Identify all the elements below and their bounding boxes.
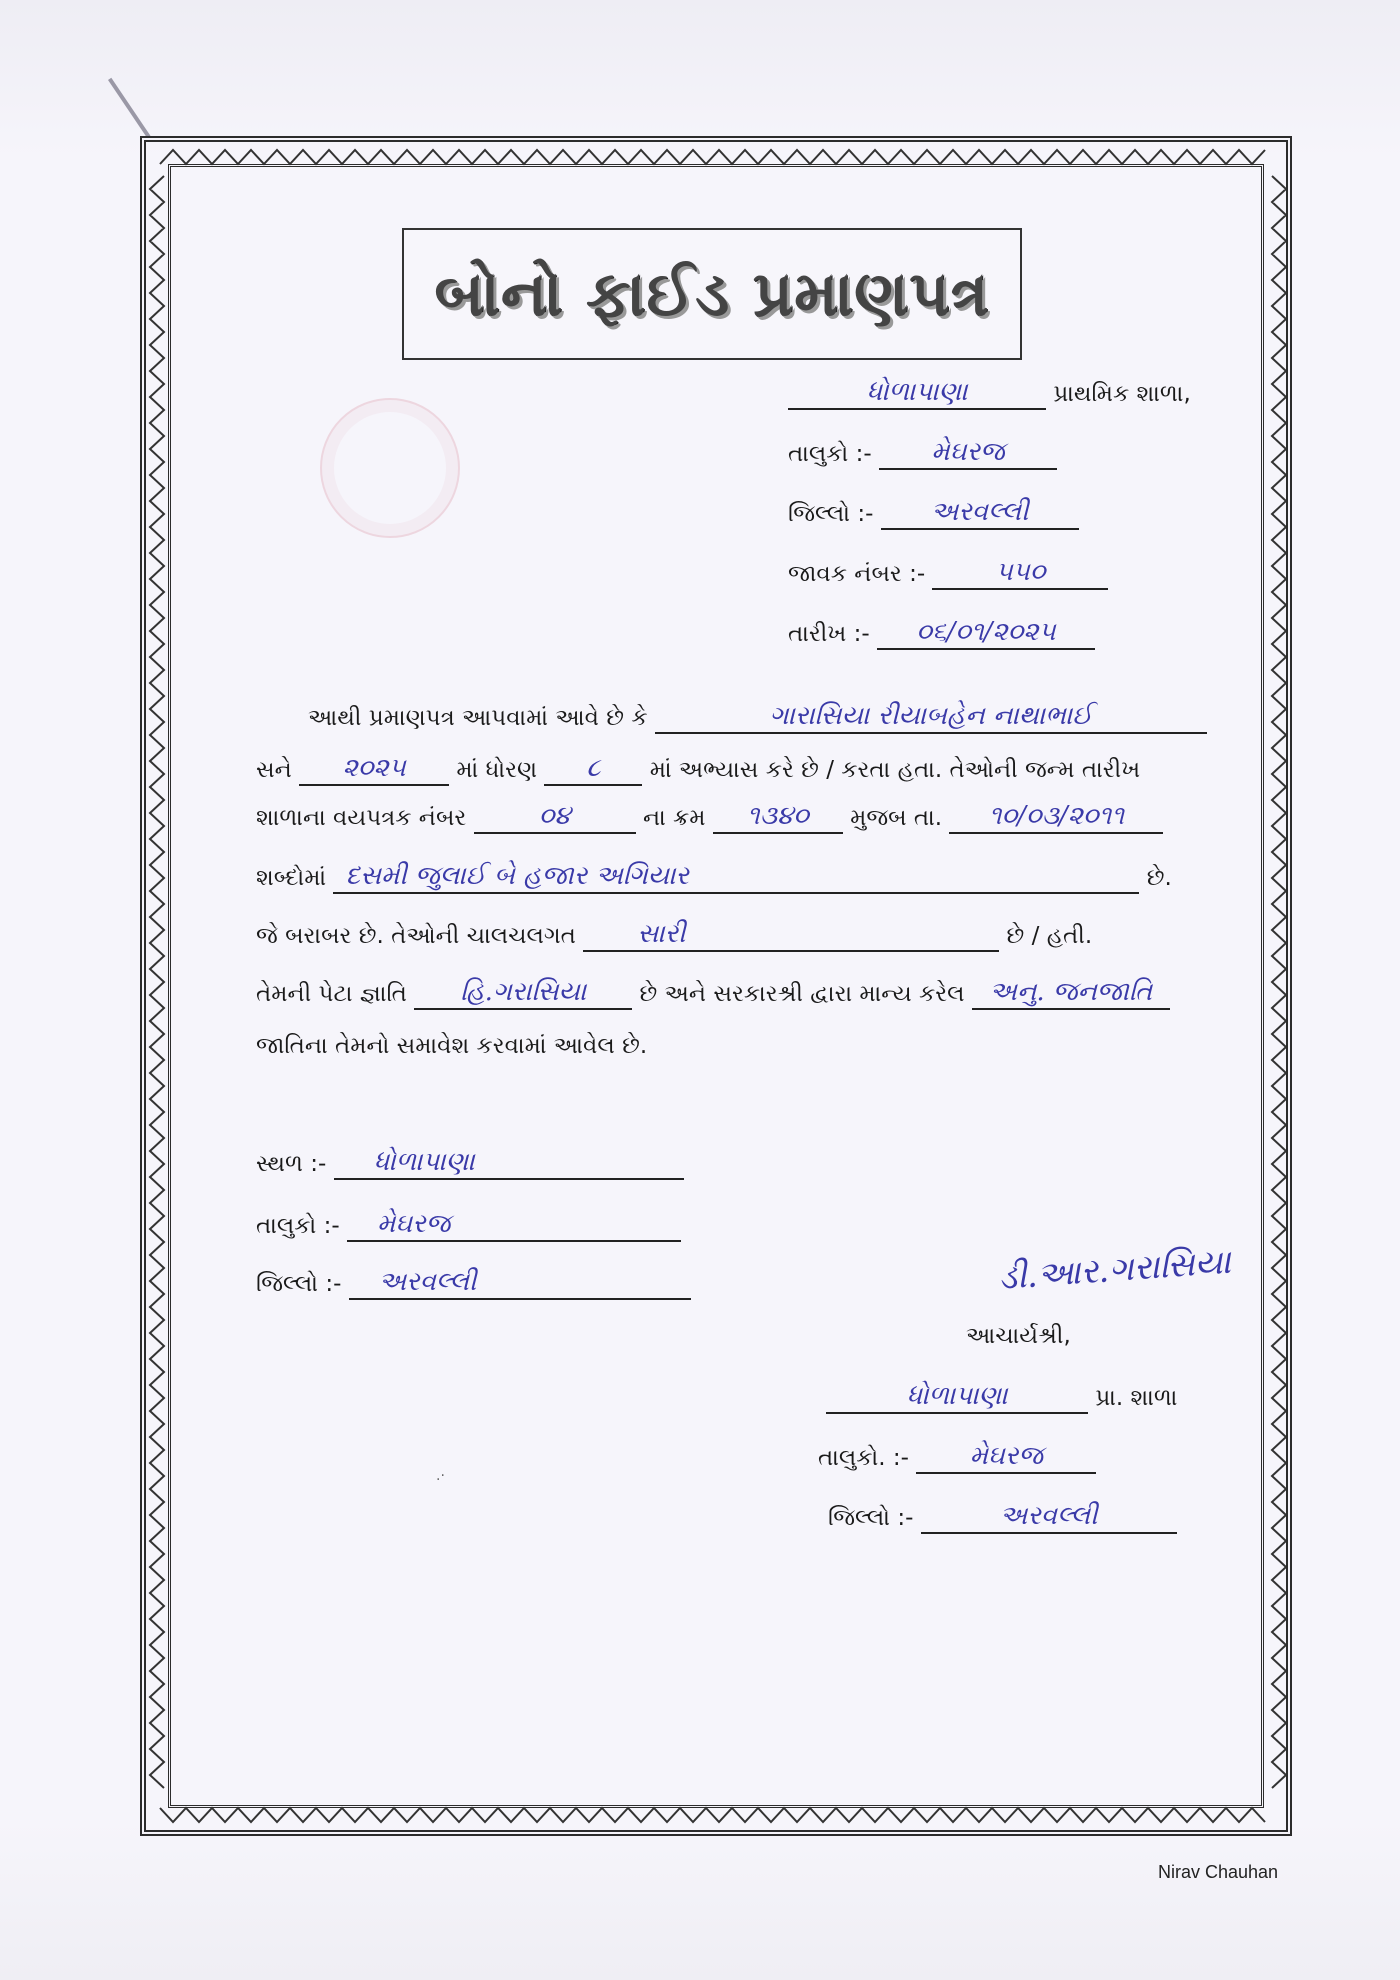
certificate-title: બોનો ફાઈડ પ્રમાણપત્ર — [434, 257, 990, 330]
place-taluka-value: મેઘરજ — [347, 1208, 681, 1242]
signatory-district-label: જિલ્લો :- — [828, 1505, 914, 1531]
place-district-line — [256, 1266, 691, 1300]
serial-value: ૧૩૪૦ — [713, 800, 843, 834]
header-school-suffix: પ્રાથમિક શાળા, — [1053, 381, 1191, 407]
caste-prefix: તેમની પેટા જ્ઞાતિ — [256, 981, 407, 1007]
body-line-4 — [256, 860, 1172, 894]
place-district-label: જિલ્લો :- — [256, 1271, 342, 1297]
place-value: ધોળાપાણા — [334, 1146, 684, 1180]
header-district-label: જિલ્લો :- — [788, 501, 874, 527]
words-prefix: શબ્દોમાં — [256, 865, 327, 891]
body-line-2 — [256, 752, 1140, 786]
conduct-suffix: છે / હતી. — [1006, 923, 1093, 949]
place-label: સ્થળ :- — [256, 1151, 327, 1177]
footer-name: Nirav Chauhan — [1158, 1862, 1279, 1882]
body-line-3 — [256, 800, 1163, 834]
header-taluka-value: મેઘરજ — [879, 436, 1057, 470]
conduct-value: સારી — [583, 918, 999, 952]
serial-prefix: ના ક્રમ — [642, 805, 706, 831]
header-district-line — [788, 496, 1079, 530]
year-value: ૨૦૨૫ — [299, 752, 449, 786]
scan-speck: .· — [436, 1468, 445, 1484]
principal-title-text: આચાર્યશ્રી, — [966, 1323, 1071, 1349]
words-suffix: છે. — [1146, 865, 1172, 891]
standard-prefix: માં ધોરણ — [456, 757, 538, 783]
header-school-line — [788, 376, 1191, 410]
header-outward-label: જાવક નંબર :- — [788, 561, 926, 587]
signatory-taluka-line — [818, 1440, 1096, 1474]
header-outward-value: ૫૫૦ — [932, 556, 1108, 590]
header-outward-line — [788, 556, 1108, 590]
student-name: ગારાસિયા રીયાબહેન નાથાભાઈ — [655, 700, 1207, 734]
header-date-label: તારીખ :- — [788, 621, 870, 647]
signatory-district-line — [828, 1500, 1177, 1534]
body-line-1 — [308, 700, 1207, 734]
conduct-prefix: જે બરાબર છે. તેઓની ચાલચલગત — [256, 923, 576, 949]
place-taluka-label: તાલુકો :- — [256, 1213, 340, 1239]
header-district-value: અરવલ્લી — [881, 496, 1079, 530]
signatory-taluka-value: મેઘરજ — [916, 1440, 1096, 1474]
header-date-line — [788, 616, 1095, 650]
header-school-name: ધોળાપાણા — [788, 376, 1046, 410]
body-line-6 — [256, 976, 1170, 1010]
header-taluka-line — [788, 436, 1057, 470]
signatory-school-value: ધોળાપાણા — [826, 1380, 1088, 1414]
principal-title — [966, 1320, 1071, 1352]
words-value: દસમી જુલાઈ બે હજાર અગિયાર — [333, 860, 1139, 894]
body-line-7 — [256, 1030, 647, 1062]
standard-suffix: માં અભ્યાસ કરે છે / કરતા હતા. તેઓની જન્મ તારીખ — [649, 757, 1141, 783]
register-prefix: શાળાના વયપત્રક નંબર — [256, 805, 467, 831]
principal-signature: ડી.આર.ગરાસિયા — [996, 1241, 1233, 1299]
caste-value: હિ.ગરાસિયા — [414, 976, 632, 1010]
dob-prefix: મુજબ તા. — [850, 805, 943, 831]
signatory-school-suffix: પ્રા. શાળા — [1095, 1385, 1178, 1411]
standard-value: ૮ — [544, 752, 642, 786]
header-date-value: ૦૬/૦૧/૨૦૨૫ — [877, 616, 1095, 650]
header-taluka-label: તાલુકો :- — [788, 441, 872, 467]
place-line — [256, 1146, 684, 1180]
title-box — [402, 228, 1022, 360]
faint-seal-icon — [320, 398, 460, 538]
signatory-taluka-label: તાલુકો. :- — [818, 1445, 909, 1471]
category-value: અનુ. જનજાતિ — [972, 976, 1170, 1010]
line1-prefix: આથી પ્રમાણપત્ર આપવામાં આવે છે કે — [308, 705, 648, 731]
signatory-school-line — [826, 1380, 1177, 1414]
year-prefix: સને — [256, 757, 292, 783]
signatory-district-value: અરવલ્લી — [921, 1500, 1177, 1534]
dob-value: ૧૦/૦૩/૨૦૧૧ — [949, 800, 1163, 834]
caste-middle: છે અને સરકારશ્રી દ્વારા માન્ય કરેલ — [639, 981, 965, 1007]
place-taluka-line — [256, 1208, 681, 1242]
last-line: જાતિના તેમનો સમાવેશ કરવામાં આવેલ છે. — [256, 1033, 648, 1059]
register-value: ૦૪ — [474, 800, 636, 834]
place-district-value: અરવલ્લી — [349, 1266, 691, 1300]
body-line-5 — [256, 918, 1092, 952]
